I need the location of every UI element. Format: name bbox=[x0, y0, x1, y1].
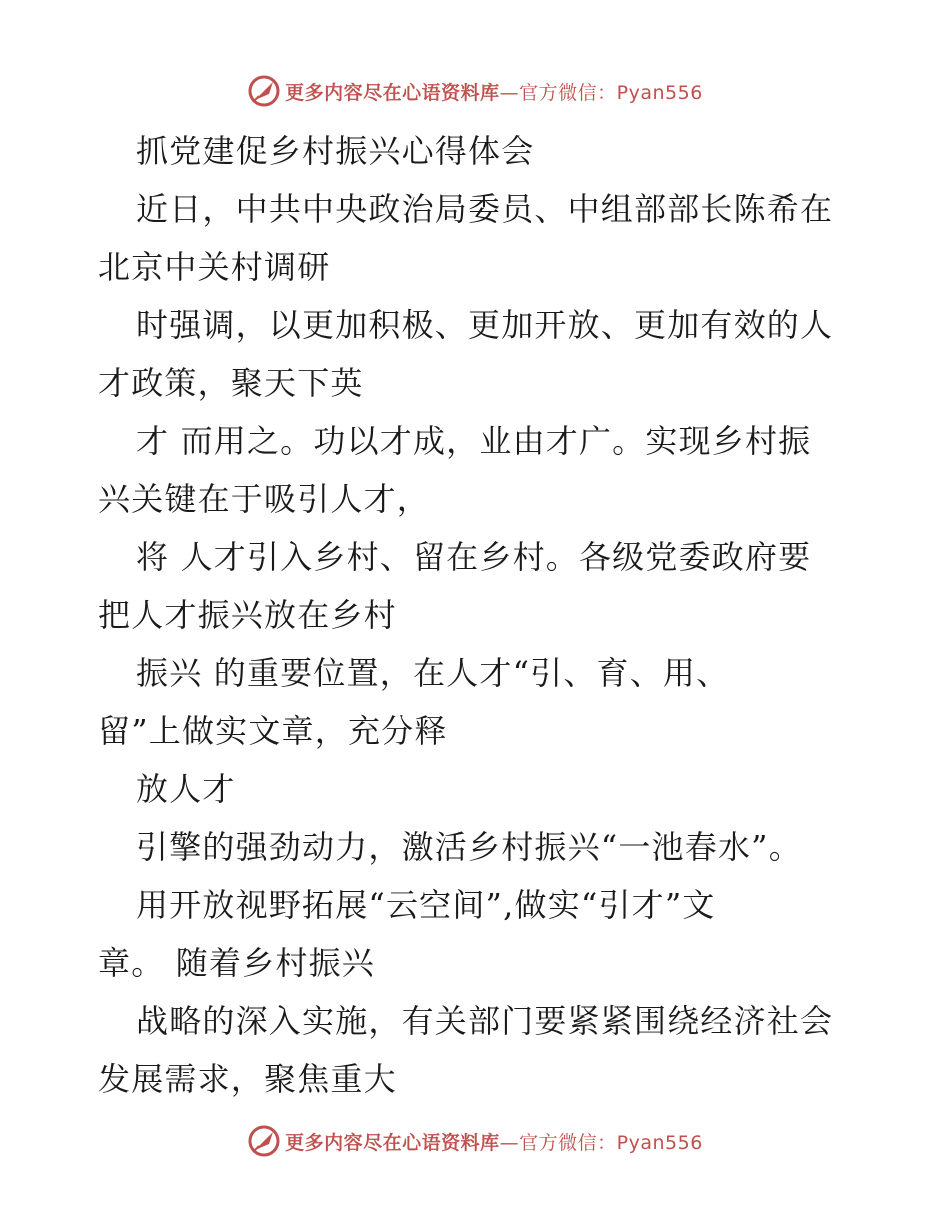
text-line: 发展需求，聚焦重大 bbox=[98, 1060, 397, 1098]
text-line: 放人才 bbox=[136, 770, 236, 808]
text-line: 才政策，聚天下英 bbox=[98, 364, 364, 402]
text-line: 抓党建促乡村振兴心得体会 bbox=[136, 132, 535, 170]
text-line: 用开放视野拓展“云空间”,做实“引才”文 bbox=[136, 886, 716, 924]
header-watermark bbox=[0, 74, 950, 108]
text-line: 章。 随着乡村振兴 bbox=[98, 944, 375, 982]
watermark-brand: 更多内容尽在心语资料库 bbox=[285, 1131, 500, 1154]
footer-watermark bbox=[0, 1124, 950, 1158]
text-line: 北京中关村调研 bbox=[98, 248, 331, 286]
text-line: 将 人才引入乡村、留在乡村。各级党委政府要 bbox=[136, 538, 812, 576]
text-line: 才 而用之。功以才成，业由才广。实现乡村振 bbox=[136, 422, 812, 460]
watermark-contact: —官方微信：Pyan556 bbox=[499, 1131, 703, 1154]
quill-logo-icon bbox=[247, 1124, 281, 1158]
watermark-contact: —官方微信：Pyan556 bbox=[499, 81, 703, 104]
text-line: 振兴 的重要位置，在人才“引、育、用、 bbox=[136, 654, 730, 692]
text-line: 引擎的强劲动力，激活乡村振兴“一池春水”。 bbox=[136, 828, 802, 866]
watermark-brand: 更多内容尽在心语资料库 bbox=[285, 81, 500, 104]
text-line: 把人才振兴放在乡村 bbox=[98, 596, 397, 634]
text-line: 近日，中共中央政治局委员、中组部部长陈希在 bbox=[136, 190, 834, 228]
document-body bbox=[98, 122, 858, 1108]
text-line: 留”上做实文章，充分释 bbox=[98, 712, 448, 750]
text-line: 兴关键在于吸引人才， bbox=[98, 480, 431, 518]
text-line: 时强调，以更加积极、更加开放、更加有效的人 bbox=[136, 306, 834, 344]
quill-logo-icon bbox=[247, 74, 281, 108]
text-line: 战略的深入实施，有关部门要紧紧围绕经济社会 bbox=[136, 1002, 834, 1040]
